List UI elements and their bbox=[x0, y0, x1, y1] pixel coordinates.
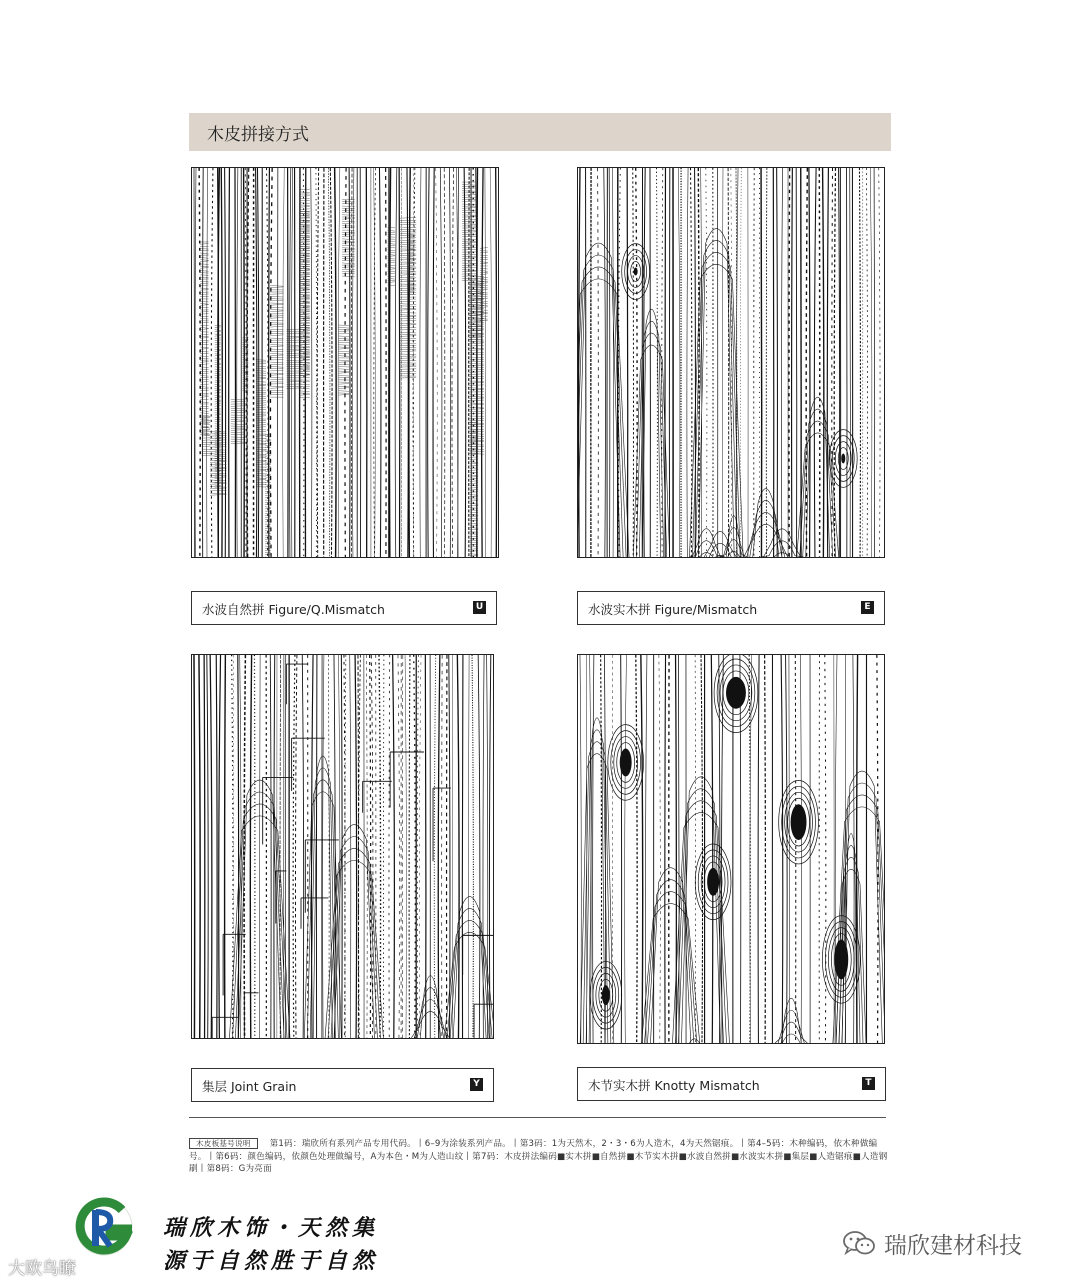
wood-grain-pattern bbox=[192, 655, 493, 1038]
watermark bbox=[8, 1254, 76, 1279]
slogan-line-2: 源于自然胜于自然 bbox=[163, 1248, 380, 1274]
veneer-panel-figure-q-mismatch bbox=[191, 167, 499, 558]
slogan-line-1: 瑞欣木饰・天然集 bbox=[163, 1215, 380, 1241]
panel-label-text: 水波实木拼 Figure/Mismatch bbox=[588, 602, 758, 617]
code-legend bbox=[189, 1138, 891, 1176]
panel-code-badge: E bbox=[861, 601, 874, 614]
panel-label-text: 木节实木拼 Knotty Mismatch bbox=[588, 1078, 760, 1093]
wechat-icon bbox=[842, 1230, 876, 1256]
wood-grain-pattern bbox=[192, 168, 498, 557]
watermark-text: 大欧鸟瞭 bbox=[8, 1259, 76, 1279]
wechat-account-name: 瑞欣建材科技 bbox=[884, 1233, 1022, 1259]
panel-code-badge: Y bbox=[470, 1078, 483, 1091]
wood-grain-pattern bbox=[578, 168, 884, 557]
veneer-panel-knotty-mismatch bbox=[577, 654, 885, 1044]
panel-code-badge: T bbox=[862, 1077, 875, 1090]
veneer-panel-joint-grain bbox=[191, 654, 494, 1039]
legend-text: 第1码：瑞欣所有系列产品专用代码。丨6–9为涂装系列产品。丨第3码：1为天然木，2・3・6为人造木，4为天然锯痕。丨第4–5码：木种编码，依木种做编号。丨第6码：颜色编码，依颜色处理做编号，A为本色・M为人造山纹丨第7码：木皮拼法编码■实木拼■自然拼■木节实木拼■水波自然拼■水波实木拼■集层■人造锯痕■人造钢刷丨第8码：G为亮面 bbox=[189, 1139, 888, 1174]
footer-divider bbox=[189, 1117, 886, 1118]
panel-code-badge: U bbox=[473, 601, 486, 614]
veneer-panel-figure-mismatch bbox=[577, 167, 885, 558]
panel-label-figure-mismatch bbox=[577, 591, 885, 625]
company-logo bbox=[74, 1196, 142, 1258]
panel-label-text: 集层 Joint Grain bbox=[202, 1079, 297, 1094]
panel-label-joint-grain bbox=[191, 1068, 494, 1102]
panel-label-figure-q-mismatch bbox=[191, 591, 497, 625]
legend-tag: 木皮板基号说明 bbox=[189, 1138, 258, 1149]
section-title: 木皮拼接方式 bbox=[207, 125, 309, 145]
section-header bbox=[189, 113, 891, 151]
wood-grain-pattern bbox=[578, 655, 884, 1043]
panel-label-text: 水波自然拼 Figure/Q.Mismatch bbox=[202, 602, 385, 617]
panel-label-knotty-mismatch bbox=[577, 1067, 886, 1101]
